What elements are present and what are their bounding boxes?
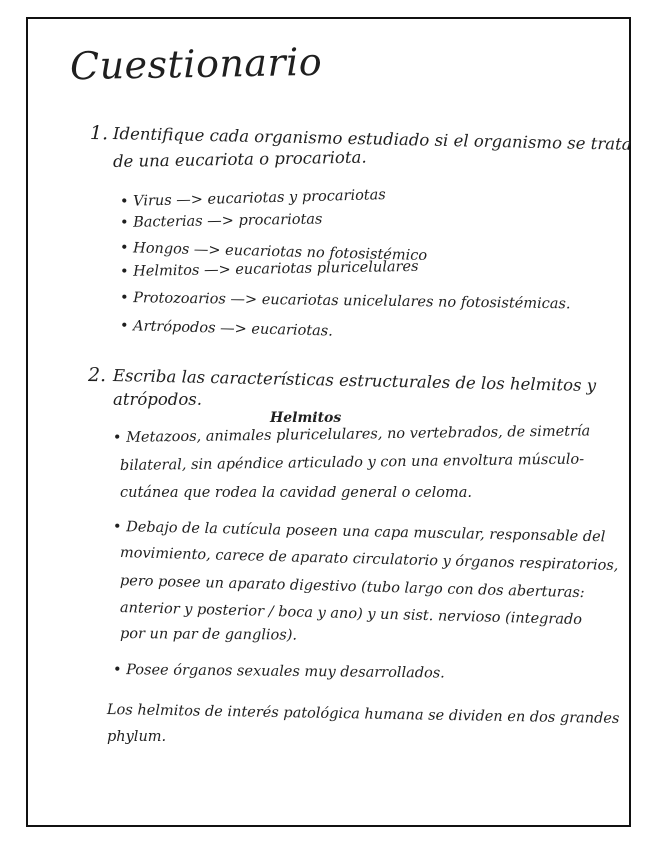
- q1-item-artropodos: • Artrópodos —> eucariotas.: [119, 318, 334, 340]
- p2-line-5: por un par de ganglios).: [119, 626, 298, 644]
- q1-line-1: Identifique cada organismo estudiado si el organismo se trata: [112, 124, 632, 154]
- p3-line: • Posee órganos sexuales muy desarrollados.: [112, 662, 445, 682]
- q2-number: 2.: [87, 364, 107, 387]
- q2-line-1: Escriba las características estructurales de los helmitos y: [112, 366, 597, 396]
- q1-item-helmitos: • Helmitos —> eucariotas pluricelulares: [119, 258, 419, 280]
- q1-item-hongos: • Hongos —> eucariotas no fotosistémico: [119, 240, 428, 265]
- q2-line-2: atrópodos.: [113, 390, 202, 409]
- q1-item-virus: • Virus —> eucariotas y procariotas: [119, 187, 386, 210]
- p1-line-3: cutánea que rodea la cavidad general o celoma.: [120, 485, 473, 501]
- p2-line-3: pero posee un aparato digestivo (tubo largo con dos aberturas:: [119, 573, 585, 602]
- q1-item-bacterias: • Bacterias —> procariotas: [119, 211, 323, 231]
- p4-line-2: phylum.: [107, 729, 167, 745]
- q1-item-protozoarios: • Protozoarios —> eucariotas unicelulares no fotosistémicas.: [119, 290, 571, 313]
- q1-line-2: de una eucariota o procariota.: [112, 147, 367, 171]
- p4-line-1: Los helmitos de interés patológica humana se dividen en dos grandes: [106, 702, 620, 727]
- helmitos-heading: Helmitos: [270, 410, 342, 426]
- q1-number: 1.: [89, 122, 109, 145]
- p2-line-2: movimiento, carece de aparato circulatorio y órganos respiratorios,: [119, 545, 619, 575]
- p1-line-1: • Metazoos, animales pluricelulares, no vertebrados, de simetría: [112, 423, 591, 446]
- page-title: Cuestionario: [69, 39, 323, 89]
- p1-line-2: bilateral, sin apéndice articulado y con una envoltura músculo-: [119, 451, 585, 474]
- p2-line-4: anterior y posterior / boca y ano) y un sist. nervioso (integrado: [119, 600, 583, 629]
- p2-line-1: • Debajo de la cutícula poseen una capa muscular, responsable del: [112, 519, 606, 546]
